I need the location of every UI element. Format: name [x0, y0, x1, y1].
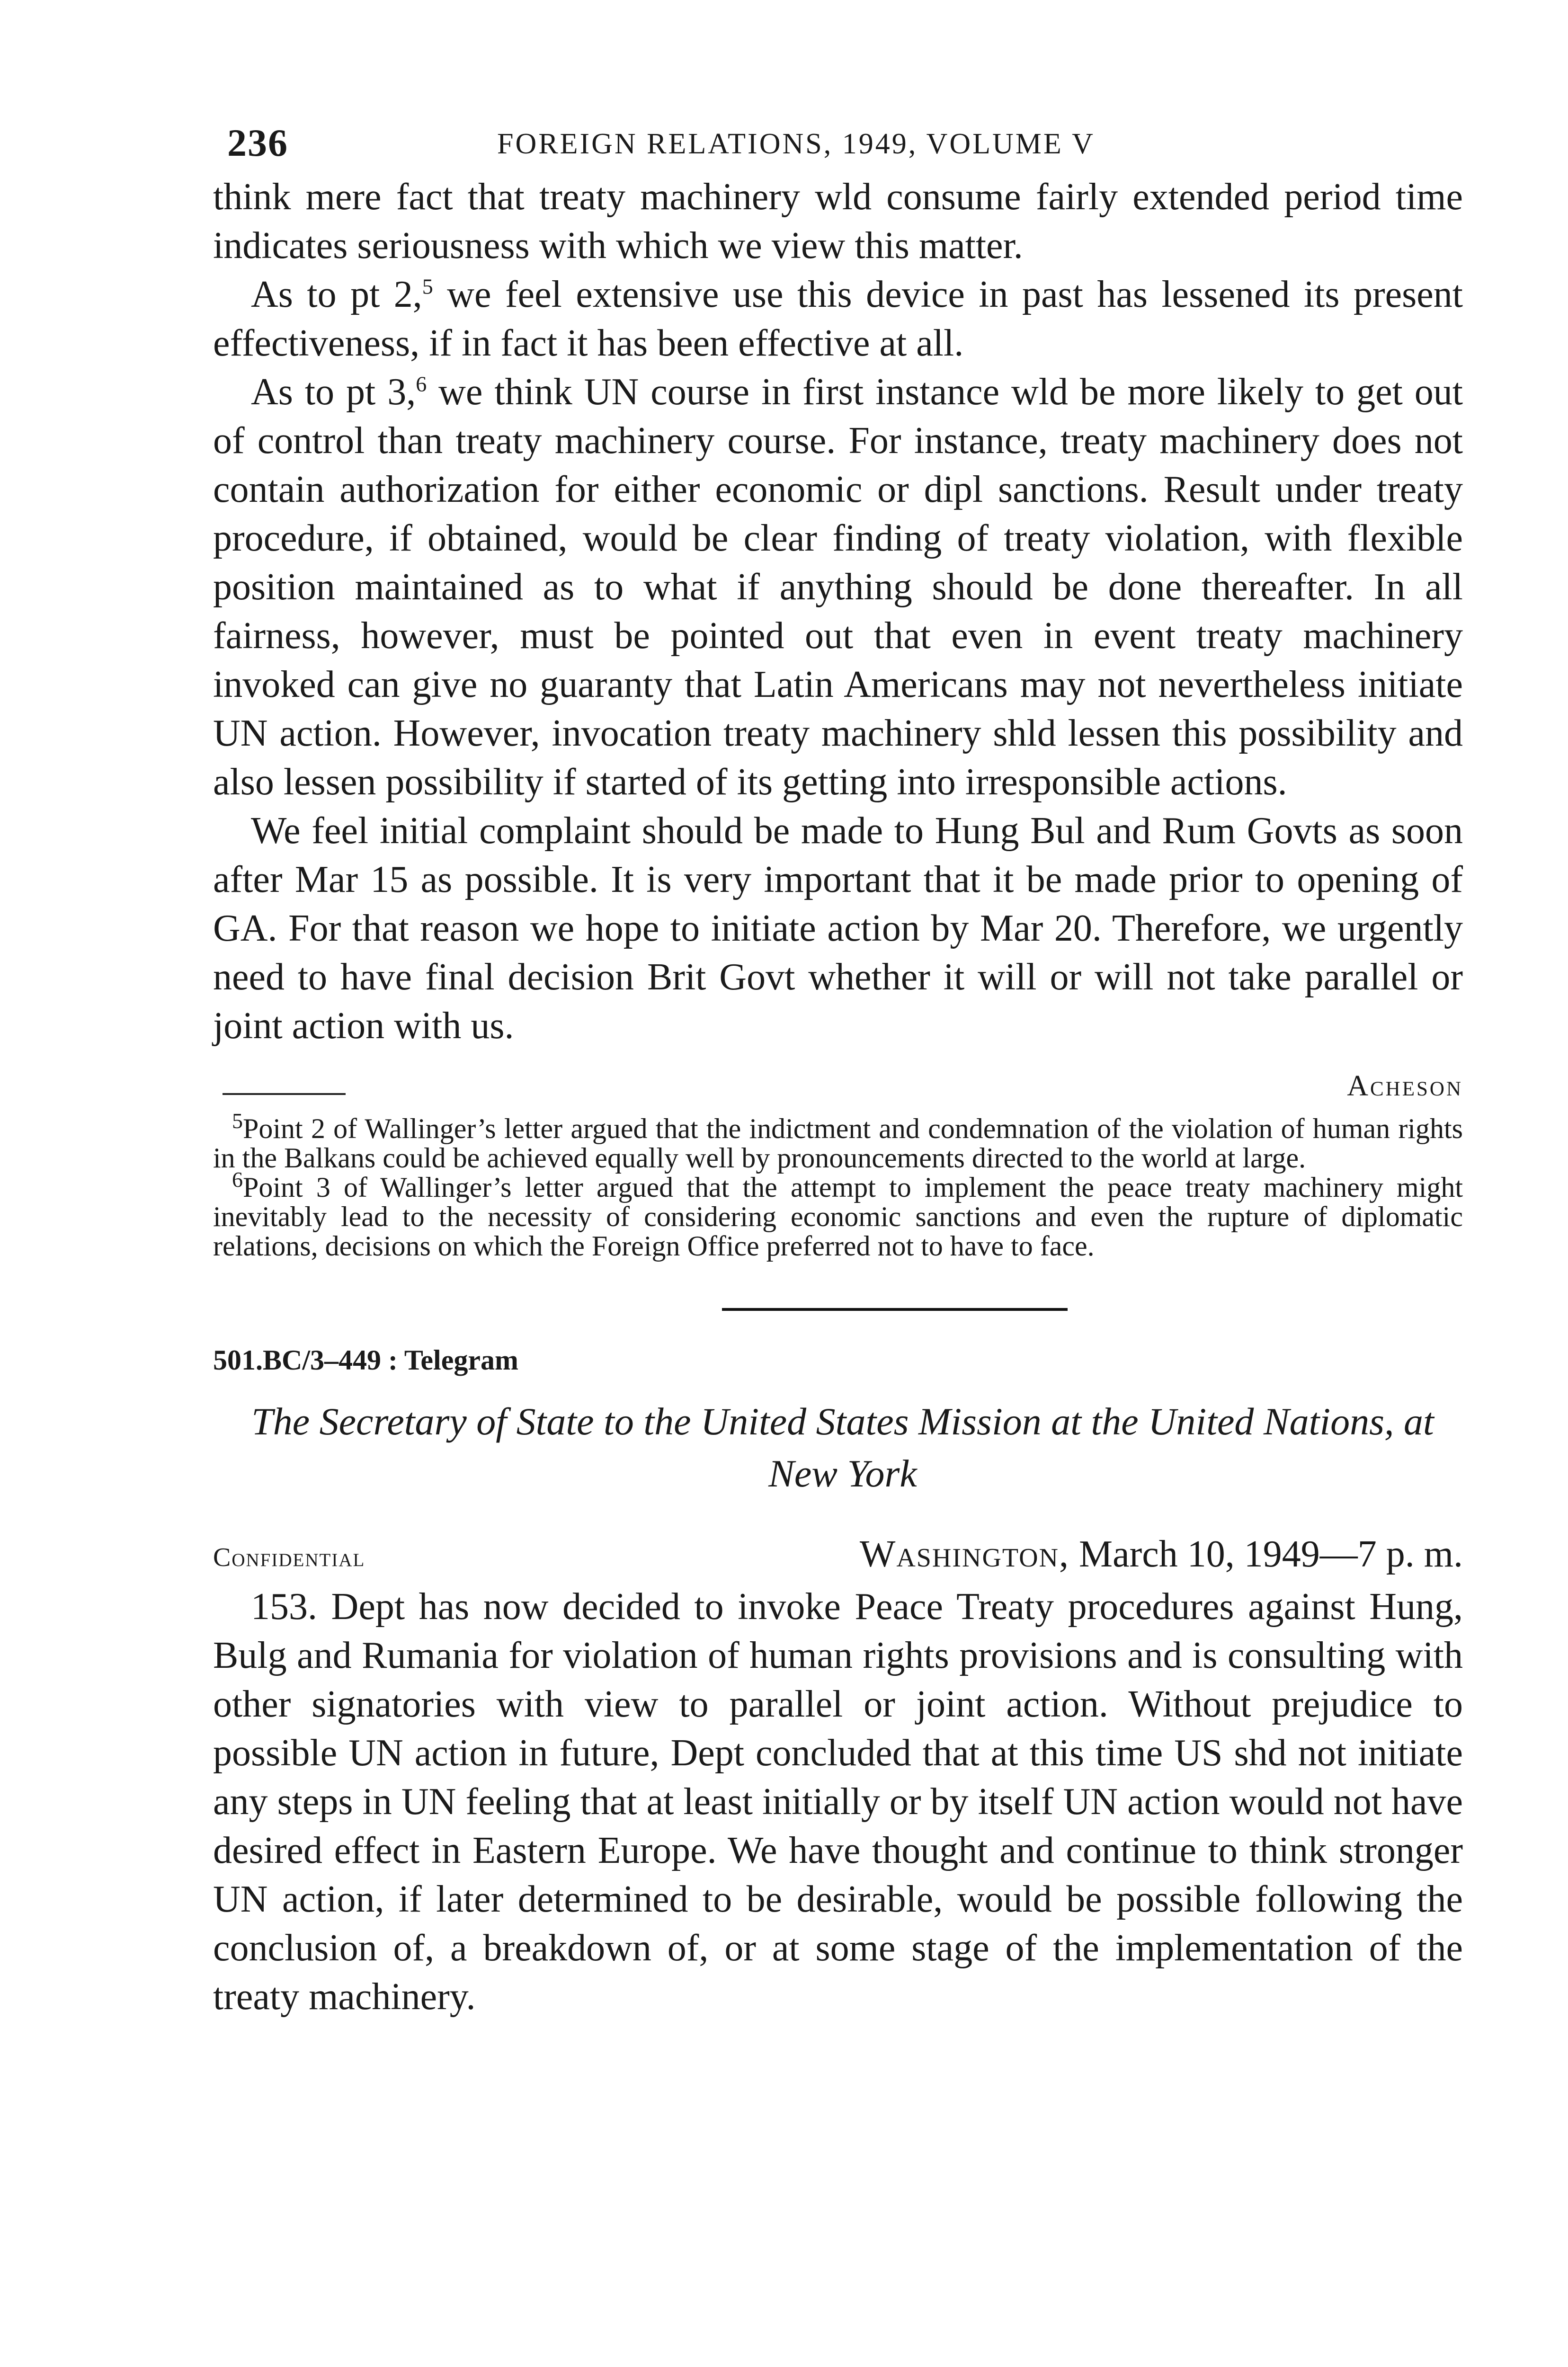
document-title: The Secretary of State to the United States Mission at the United Nations, at New York	[251, 1400, 1434, 1495]
footnote-divider	[223, 1093, 346, 1095]
file-reference: 501.BC/3–449 : Telegram	[213, 1344, 518, 1376]
footnotes	[213, 1109, 1463, 1262]
signature: Acheson	[1347, 1070, 1463, 1102]
page-number: 236	[227, 121, 288, 164]
dateline	[213, 1533, 1463, 1580]
footnote-6-text: Point 3 of Wallinger’s letter argued that the attempt to implement the peace treaty machinery might inevitably lead to the necessity of considering economic sanctions and even the rupture of diplomatic relations, decisions on which the Foreign Office preferred not to have to face.	[213, 1172, 1463, 1262]
telegram-paragraph: 153. Dept has now decided to invoke Peace Treaty procedures against Hung, Bulg and Rumania for violation of human rights provisions and is consulting with other signatories with view to parallel or joint action. Without prejudice to possible UN action in future, Dept concluded that at this time US shd not initiate any steps in UN feeling that at least initially or by itself UN action would not have desired effect in Eastern Europe. We have thought and continue to think stronger UN action, if later determined to be desirable, would be possible following the conclusion of, a breakdown of, or at some stage of the implementation of the treaty machinery.	[213, 1586, 1463, 2018]
paragraph-point-3	[213, 368, 1463, 807]
point-3-body: we think UN course in first instance wld be more likely to get out of control than treaty machinery course. For instance, treaty machinery does not contain authorization for either economic or dipl sanctions. Result under treaty procedure, if obtained, would be clear finding of treaty violation, with flexible position maintained as to what if anything should be done thereafter. In all fairness, however, must be pointed out that even in event treaty machinery invoked can give no guaranty that Latin Americans may not nevertheless initiate UN action. However, invocation treaty machinery shld lessen this possibility and also lessen possibility if started of its getting into irresponsible actions.	[213, 371, 1463, 803]
footnote-ref-5: 5	[422, 274, 433, 299]
point-2-lead: As to pt 2,	[251, 274, 422, 315]
point-2-body: we feel extensive use this device in past has lessened its present effectiveness, if in fact it has been effective at all.	[213, 274, 1463, 364]
section-divider	[722, 1308, 1068, 1311]
date: March 10, 1949—7 p. m.	[1069, 1533, 1463, 1575]
telegram-body	[213, 1583, 1463, 2021]
continued-letter-text	[213, 173, 1463, 1050]
document-page	[213, 121, 1463, 2021]
point-3-lead: As to pt 3,	[251, 371, 416, 413]
footnote-6-number: 6	[232, 1167, 243, 1192]
footnote-ref-6: 6	[416, 372, 427, 396]
classification-label: Confidential	[213, 1543, 365, 1572]
place-and-date	[860, 1533, 1463, 1576]
paragraph-continued: think mere fact that treaty machinery wld consume fairly extended period time indicates seriousness with which we view this matter.	[213, 176, 1463, 267]
running-title: FOREIGN RELATIONS, 1949, VOLUME V	[497, 128, 1095, 160]
place: Washington,	[859, 1533, 1069, 1575]
footnote-5-text: Point 2 of Wallinger’s letter argued that the indictment and condemnation of the violation of human rights in the Balkans could be achieved equally well by pronouncements directed to the world at large.	[213, 1113, 1463, 1174]
footnote-5-number: 5	[232, 1109, 243, 1133]
paragraph-initial-complaint: We feel initial complaint should be made to Hung Bul and Rum Govts as soon after Mar 15 as possible. It is very important that it be made prior to opening of GA. For that reason we hope to initiate action by Mar 20. Therefore, we urgently need to have final decision Brit Govt whether it will or will not take parallel or joint action with us.	[213, 810, 1463, 1047]
footnote-6	[213, 1167, 1463, 1262]
footnote-5	[213, 1109, 1463, 1174]
running-head	[213, 121, 1463, 173]
paragraph-point-2	[213, 270, 1463, 368]
